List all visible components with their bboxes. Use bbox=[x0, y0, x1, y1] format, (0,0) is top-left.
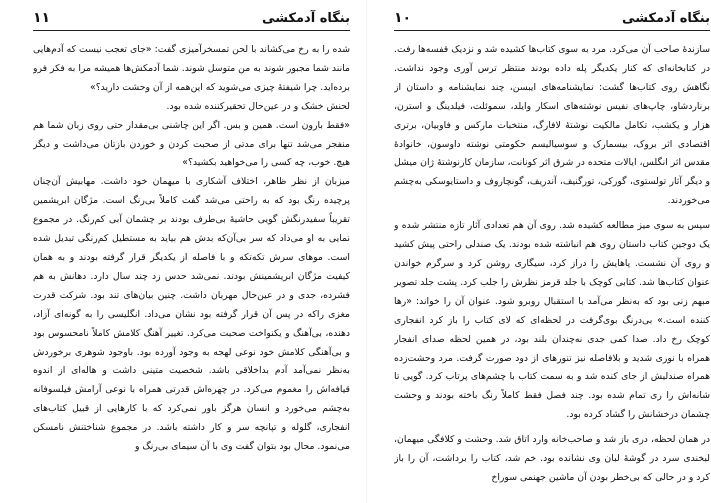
paragraph: لحنش خشک و در عین‌حال تحقیرکننده شده بود. bbox=[166, 100, 350, 112]
right-page bbox=[394, 10, 710, 495]
paragraph: «فقط بارون است. همین و بس. اگر این چاشنی بی‌مقدار حتی روی زبان شما هم منفجر می‌شد تنها برای مدتی از صحبت کردن و خوردن بازتان می‌داشت و دیگر هیچ. خوب، چه کسی را می‌خواهید بکشید؟» bbox=[33, 119, 350, 169]
paragraph: در همان لحظه، دری باز شد و صاحب‌خانه وارد اتاق شد. وحشت و کلافگی میهمان، لبخندی سرد در گوشهٔ لبان وی نشانده بود. خم شد، کتاب را برداشت، آن را باز کرد و در حالی که بی‌خطر بودن آن ماشین جهنمی سوراخ bbox=[394, 434, 710, 483]
paragraph: میزبان از نظر ظاهر، اختلاف آشکاری با میهمان خود داشت. مهابیش آن‌چنان پرچیده رنگ بود که به راحتی می‌شد گفت کاملاً بی‌رنگ است. مژگان ابریشمین تقریباً سفیدرنگش گویی حاشیهٔ بی‌طرف بودند بر چشمان آبی کم‌رنگ. در مجموع نمایی به او می‌داد که سر بی‌آن‌که بدش هم بیاید به مستطیل کم‌رنگی تبدیل شده است. موهای سرش تکه‌تکه و با فاصله از یکدیگر قرار گرفته بودند و به همان کیفیت مژگان ابریشمینش بودند. نمی‌شد حدس زد چند سال دارد. دهانش به هم فشرده، جدی و در عین‌حال مهربان داشت. چنین بیان‌های تند بود. شرکت قدرت مغزی راکه در پس آن قرار گرفته بود نشان می‌داد. انگلیسی را به گونه‌ای آزاد، دهنده، بی‌آهنگ و یکنواخت صحبت می‌کرد. تغییر آهنگ کلامش کاملاً نامحسوس بود و بی‌آهنگی کلامش خود نوعی لهجه به وجود آورده بود. باوجود شوهری برخوردش به‌نظر نمی‌آمد آدم بداخلاقی باشد. شخصیت متینی داشت و هاله‌ای از اندوه قیافه‌اش را مغموم می‌کرد. در چهره‌اش قدرتی همراه با نوعی آرامش فیلسوفانه به‌چشم می‌خورد و انسان هرگز باور نمی‌کرد که با کارهایی از قبیل کتاب‌های انفجاری، گلوله و تپانچه سر و کار داشته باشد. در مجموع شناختنش نامسکن می‌نمود. محال بود بتوان گفت وی با آن سیمای بی‌رنگ و bbox=[33, 176, 350, 453]
paragraph: شده را به رخ می‌کشاند با لحن تمسخرآمیزی گفت: «جای تعجب نیست که آدم‌هایی مانند شما مجبور شوند به من متوسل شوند. شما آدمکش‌ها همیشه مرا به فکر فرو برده‌اید. چرا شیفتهٔ چیزی می‌شوید که این‌همه از آن وحشت دارید؟» bbox=[33, 44, 350, 93]
paragraph: سپس به سوی میز مطالعه کشیده شد. روی آن هم تعدادی آثار تازه منتشر شده و یک دوجین کتاب داستان روی هم انباشته شده بودند. یک صندلی راحتی پیش کشید و روی آن نشست. پاهایش را دراز کرد، سیگاری روشن کرد و سرگرم خواندن عنوان کتاب‌ها شد. کتابی کوچک با جلد قرمز نظرش را جلب کرد. پشت جلد تصویر مبهم زنی بود که به‌نظر می‌آمد با استقبال روبرو شود. عنوان آن را خواند: «رها کننده است.» بی‌درنگ بوی‌گرفت در لحظه‌ای که لای کتاب را باز کرد انفجاری کوچک رخ داد. صدا کمی جدی نه‌چندان بلند بود، در همین لحظه صدای انفجار همراه با نوری شدید و بلافاصله نیز تنورهای از دود صورت گرفت. مرد وحشت‌زده همراه صندلیش از جای کنده شد و به سمت کتاب با چشم‌های پرتاب کرد. گویی تا شانه‌اش را ری تمام شده بود. چند فصل فقط کاملاً رنگ باخته بودند و وحشت چشمان درخشانش را گشاد کرده بود. bbox=[394, 220, 710, 421]
page-header bbox=[33, 10, 350, 31]
page-header bbox=[394, 10, 710, 31]
paragraph: سازندهٔ صاحب آن می‌کرد. مرد به سوی کتاب‌ها کشیده شد و نزدیک قفسه‌ها رفت. در کتابخانه‌ای که کنار یکدیگر پله داده بودند منتظر ترس آوری وجود نداشت. نگاهش روی کتاب‌ها گشت: نمایشنامه‌های ایبسن، چند نمایشنامه و داستان از برناردشاو، چاپ‌های نفیس نوشته‌های اسکار وایلد، سموئلت، فیلدینگ و استرن، هزار و یکشب، تکامل مالکیت نوشتهٔ لافارگ، منتخبات مارکس و فاوبیان، برتری اقتصادی اثر بروک، بیسمارک و سوسیالیسم حکومتی نوشته داوسون، خانوادهٔ مقدس اثر انگلس، ایالات متحده در شرق اثر کونانت، سازمان کارنوشتهٔ ژان میشل و دیگر آثار تولستوی، گورکی، تورگنیف، آندریف، گونچاروف و داستایوسکی به‌چشم می‌خوردند. bbox=[394, 44, 710, 207]
left-page bbox=[33, 10, 350, 495]
page-body bbox=[394, 41, 710, 488]
running-title: بنگاه آدمکشی bbox=[622, 11, 710, 26]
running-title: بنگاه آدمکشی bbox=[262, 11, 350, 26]
page-number: ۱۱ bbox=[33, 10, 51, 26]
page-body bbox=[33, 41, 350, 457]
book-gutter bbox=[366, 0, 367, 503]
page-number: ۱۰ bbox=[394, 10, 412, 26]
